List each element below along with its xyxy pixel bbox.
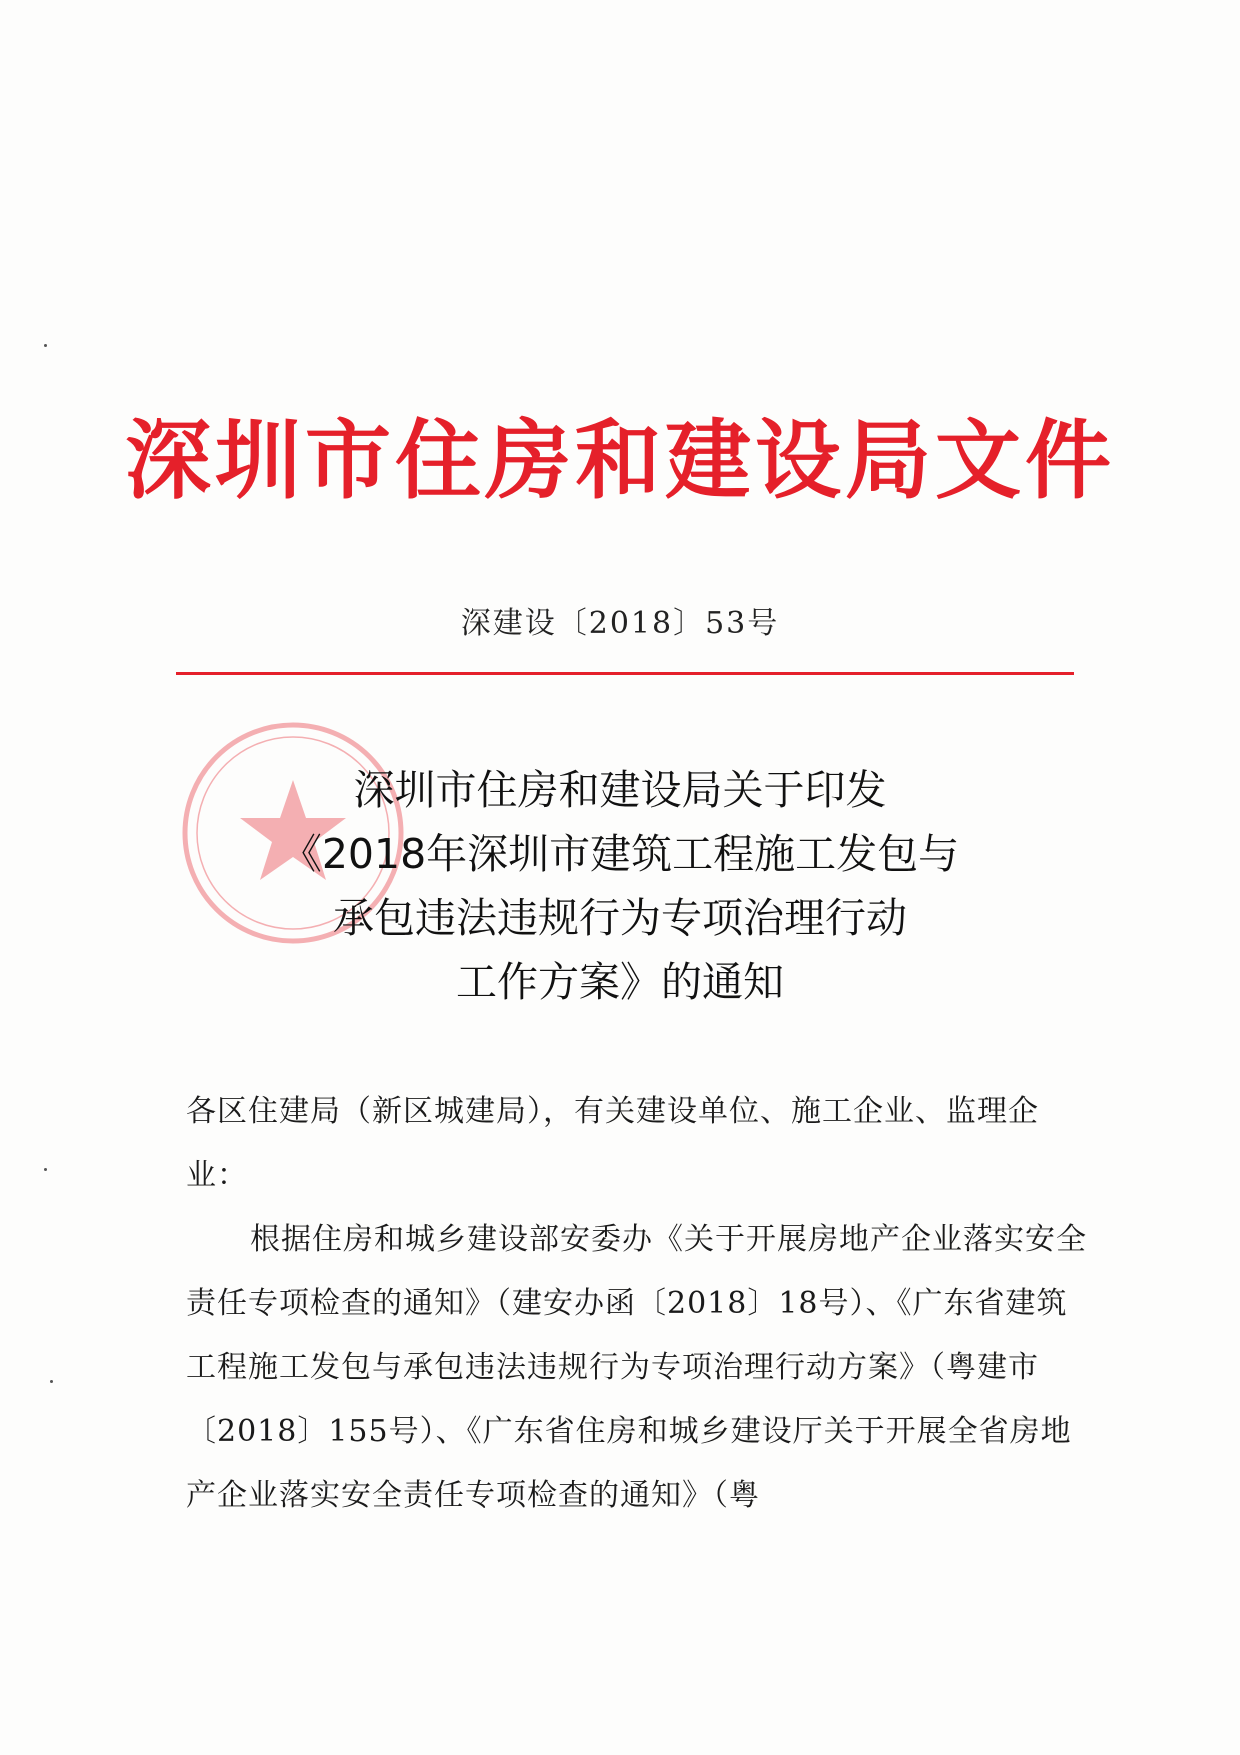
addressee: 各区住建局（新区城建局），有关建设单位、施工企业、监理企业： [186,1094,1039,1193]
notice-title-line: 深圳市住房和建设局关于印发 [353,766,887,814]
document-number: 深建设〔2018〕53号 [460,606,780,641]
red-divider-line [176,672,1074,675]
scan-speck [44,344,47,347]
body-paragraph: 根据住房和城乡建设部安委办《关于开展房地产企业落实安全责任专项检查的通知》（建安办函〔2018〕18号）、《广东省建筑工程施工发包与承包违法违规行为专项治理行动方案》（粤建市〔2018〕155号）、《广东省住房和城乡建设厅关于开展全省房地产企业落实安全责任专项检查的通知》（粤 [186,1222,1087,1513]
notice-title-line: 工作方案》的通知 [456,958,784,1006]
notice-title-line: 承包违法违规行为专项治理行动 [333,894,907,942]
scan-speck [50,1380,53,1383]
notice-title-line: 《2018年深圳市建筑工程施工发包与 [280,830,960,878]
document-masthead: 深圳市住房和建设局文件 [125,410,1115,511]
scan-speck [44,1168,47,1171]
notice-title [0,758,1240,1014]
notice-body [186,1080,1088,1528]
